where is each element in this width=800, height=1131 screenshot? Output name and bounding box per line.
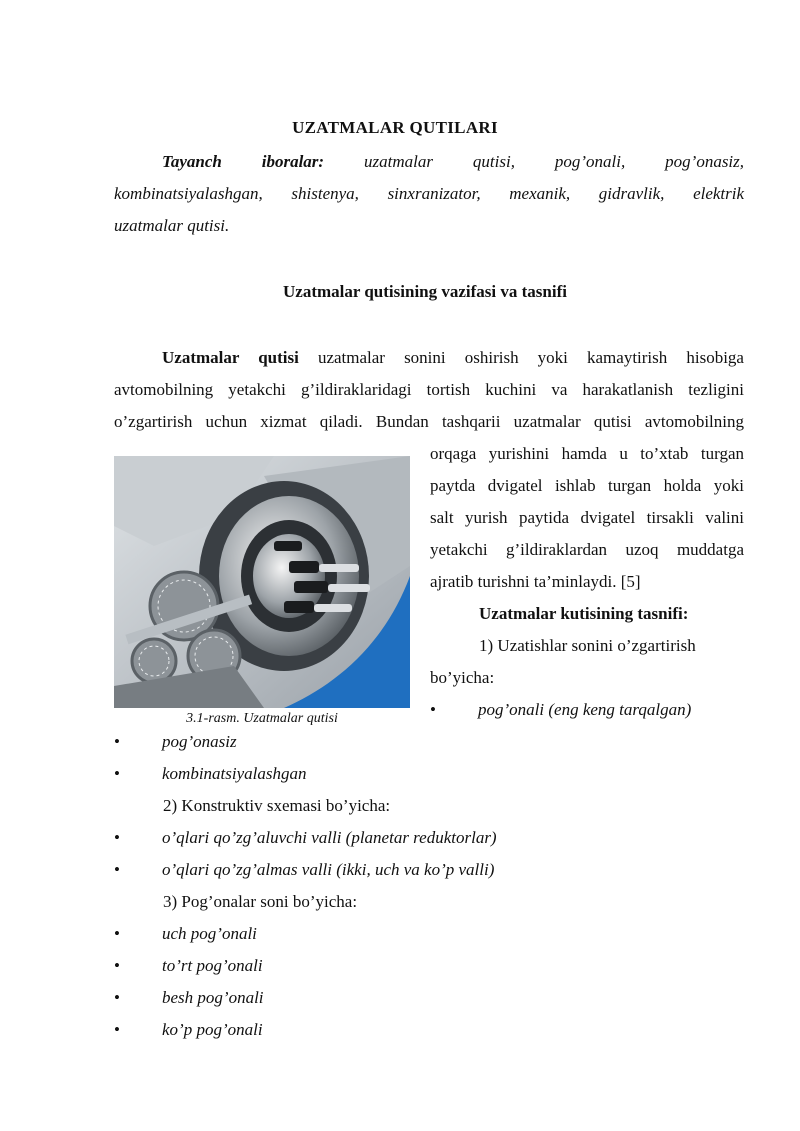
keyword: elektrik xyxy=(693,184,745,203)
paragraph-line xyxy=(114,342,744,374)
list-item-text: pog’onasiz xyxy=(162,732,237,751)
keywords-line-2 xyxy=(114,178,744,210)
bullet-icon: • xyxy=(114,956,120,975)
gearbox-illustration xyxy=(114,456,410,708)
list-item xyxy=(0,950,800,982)
list-item xyxy=(0,982,800,1014)
paragraph-line: ajratib turishni ta’minlaydi. [5] xyxy=(430,572,641,591)
keywords-line-3: uzatmalar qutisi. xyxy=(114,216,230,235)
list-item-text: kombinatsiyalashgan xyxy=(162,764,307,783)
paragraph-line: orqaga yurishini hamda u to’xtab turgan xyxy=(430,444,744,463)
paragraph-line: o’zgartirish uchun xizmat qiladi. Bundan tashqarii uzatmalar qutisi avtomobilning xyxy=(114,412,744,431)
gearbox-image xyxy=(114,456,410,708)
paragraph-lead: Uzatmalar qutisi xyxy=(162,348,299,367)
list-item xyxy=(0,822,800,854)
list-item xyxy=(0,758,800,790)
bullet-icon: • xyxy=(114,860,120,879)
keyword: kombinatsiyalashgan, xyxy=(114,184,263,203)
keyword: uzatmalar xyxy=(364,152,433,171)
section-title: Uzatmalar qutisining vazifasi va tasnifi xyxy=(283,282,567,301)
keyword: qutisi, xyxy=(472,152,515,171)
bullet-icon: • xyxy=(114,924,120,943)
paragraph-line: salt yurish paytida dvigatel tirsakli valini xyxy=(430,508,744,527)
bullet-icon: • xyxy=(430,700,436,719)
keyword: pog’onasiz, xyxy=(665,152,745,171)
list-item-text: to’rt pog’onali xyxy=(162,956,263,975)
classification-heading: Uzatmalar kutisining tasnifi: xyxy=(479,604,689,623)
list-item xyxy=(0,918,800,950)
group-heading-cont: bo’yicha: xyxy=(430,668,495,687)
keyword: shistenya, xyxy=(291,184,359,203)
list-item-text: besh pog’onali xyxy=(162,988,264,1007)
list-item-text: pog’onali (eng keng tarqalgan) xyxy=(478,700,692,719)
paragraph-line: yetakchi g’ildiraklardan uzoq muddatga xyxy=(430,540,744,559)
bullet-icon: • xyxy=(114,732,120,751)
group-heading: 2) Konstruktiv sxemasi bo’yicha: xyxy=(163,796,391,815)
paragraph-line: avtomobilning yetakchi g’ildiraklaridagi tortish kuchini va harakatlanish tezligini xyxy=(114,380,744,399)
list-item xyxy=(0,1014,800,1046)
bullet-icon: • xyxy=(114,988,120,1007)
keyword: gidravlik, xyxy=(598,184,665,203)
paragraph-text: uzatmalar sonini oshirish yoki kamaytirish hisobiga xyxy=(317,348,744,367)
bullet-icon: • xyxy=(114,764,120,783)
list-item-text: ko’p pog’onali xyxy=(162,1020,263,1039)
keyword: pog’onali, xyxy=(554,152,626,171)
bullet-icon: • xyxy=(114,828,120,847)
keyword: sinxranizator, xyxy=(387,184,481,203)
keywords-label: Tayanch iboralar: xyxy=(162,152,325,171)
bullet-icon: • xyxy=(114,1020,120,1039)
paragraph-line: paytda dvigatel ishlab turgan holda yoki xyxy=(430,476,744,495)
list-item-text: o’qlari qo’zg’aluvchi valli (planetar reduktorlar) xyxy=(162,828,497,847)
keywords-line-1 xyxy=(114,146,744,178)
list-item-text: o’qlari qo’zg’almas valli (ikki, uch va ko’p valli) xyxy=(162,860,495,879)
list-item-text: uch pog’onali xyxy=(162,924,257,943)
list-item xyxy=(0,726,800,758)
group-heading: 3) Pog’onalar soni bo’yicha: xyxy=(163,892,358,911)
figure-caption: 3.1-rasm. Uzatmalar qutisi xyxy=(186,711,338,726)
group-heading: 1) Uzatishlar sonini o’zgartirish xyxy=(479,636,696,655)
keyword: mexanik, xyxy=(509,184,571,203)
list-item xyxy=(0,854,800,886)
page-title: UZATMALAR QUTILARI xyxy=(292,118,498,137)
